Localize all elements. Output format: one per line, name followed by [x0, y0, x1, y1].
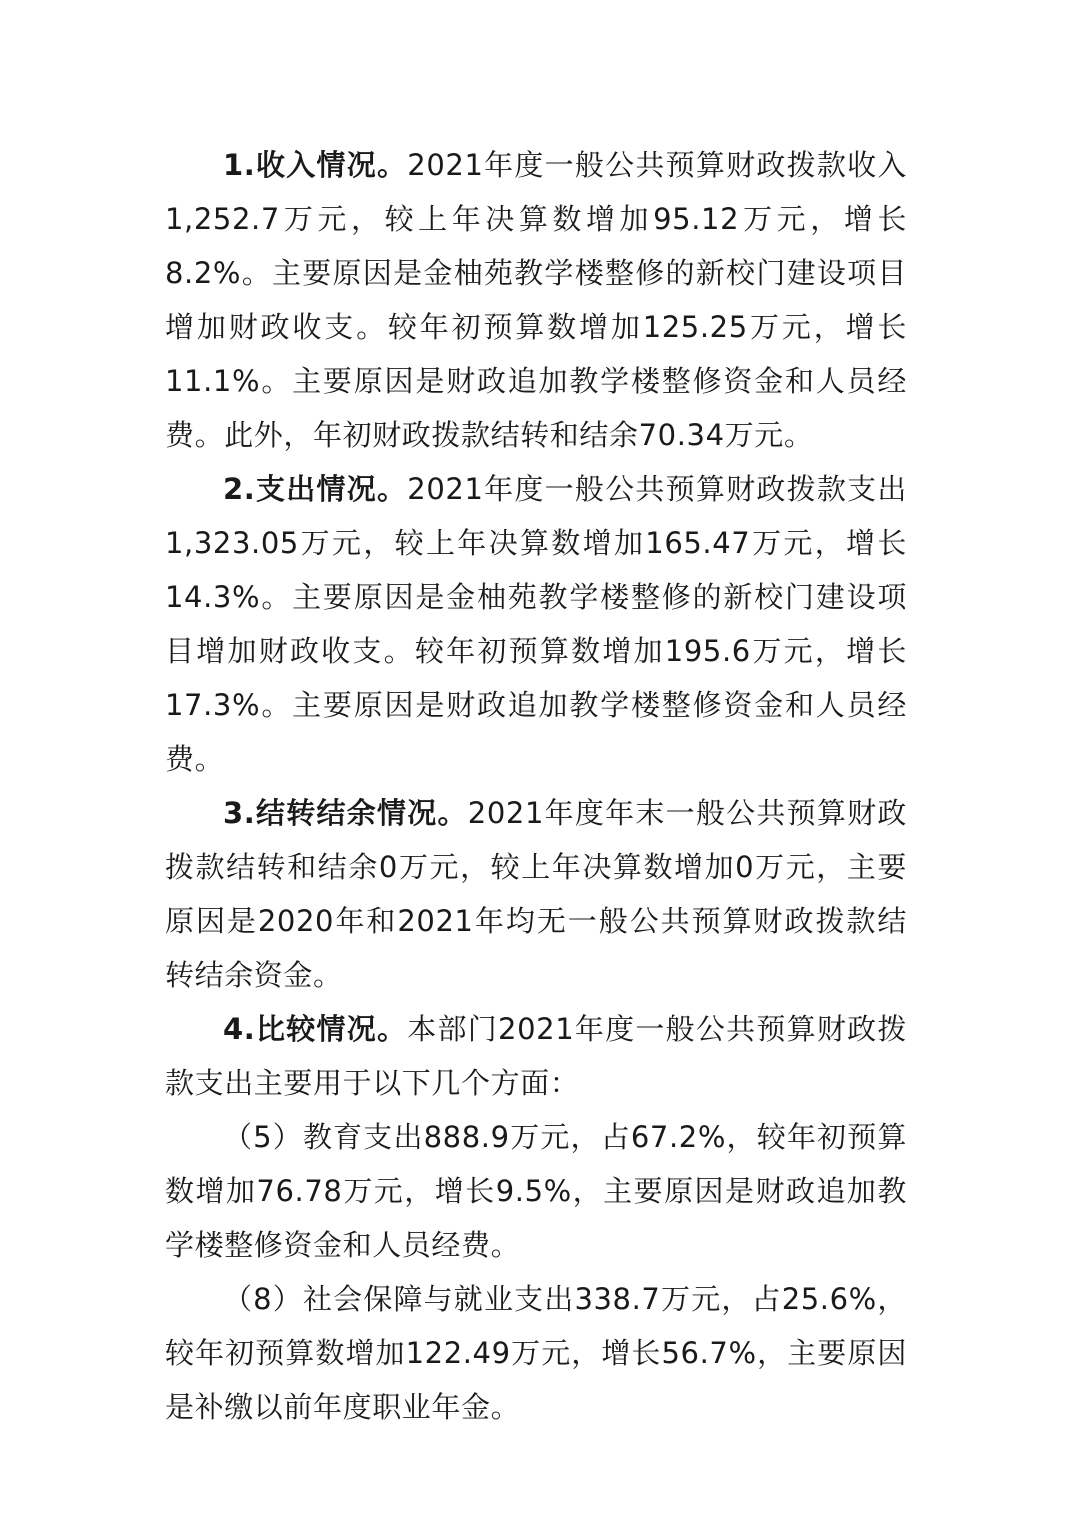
- heading-income: 1.收入情况。: [223, 148, 408, 182]
- expenditure-text: 2021年度一般公共预算财政拨款支出1,323.05万元，较上年决算数增加165.47万元，增长14.3%。主要原因是金柚苑教学楼整修的新校门建设项目增加财政收支。较年初预算数增加195.6万元，增长17.3%。主要原因是财政追加教学楼整修资金和人员经费。: [165, 472, 907, 776]
- education-text: （5）教育支出888.9万元，占67.2%，较年初预算数增加76.78万元，增长9.5%，主要原因是财政追加教学楼整修资金和人员经费。: [165, 1120, 907, 1262]
- paragraph-income: [165, 138, 907, 462]
- paragraph-comparison: [165, 1002, 907, 1110]
- paragraph-carryover: [165, 786, 907, 1002]
- paragraph-education: [165, 1110, 907, 1272]
- carryover-text: 2021年度年末一般公共预算财政拨款结转和结余0万元，较上年决算数增加0万元，主要原因是2020年和2021年均无一般公共预算财政拨款结转结余资金。: [165, 796, 907, 992]
- income-text: 2021年度一般公共预算财政拨款收入1,252.7万元，较上年决算数增加95.12万元，增长8.2%。主要原因是金柚苑教学楼整修的新校门建设项目增加财政收支。较年初预算数增加125.25万元，增长11.1%。主要原因是财政追加教学楼整修资金和人员经费。此外，年初财政拨款结转和结余70.34万元。: [165, 148, 907, 452]
- social-security-text: （8）社会保障与就业支出338.7万元，占25.6%，较年初预算数增加122.49万元，增长56.7%，主要原因是补缴以前年度职业年金。: [165, 1282, 907, 1424]
- heading-comparison: 4.比较情况。: [223, 1012, 408, 1046]
- paragraph-social-security: [165, 1272, 907, 1434]
- document-page: [165, 138, 907, 1434]
- heading-carryover: 3.结转结余情况。: [223, 796, 468, 830]
- paragraph-expenditure: [165, 462, 907, 786]
- heading-expenditure: 2.支出情况。: [223, 472, 408, 506]
- comparison-text: 本部门2021年度一般公共预算财政拨款支出主要用于以下几个方面：: [165, 1012, 907, 1100]
